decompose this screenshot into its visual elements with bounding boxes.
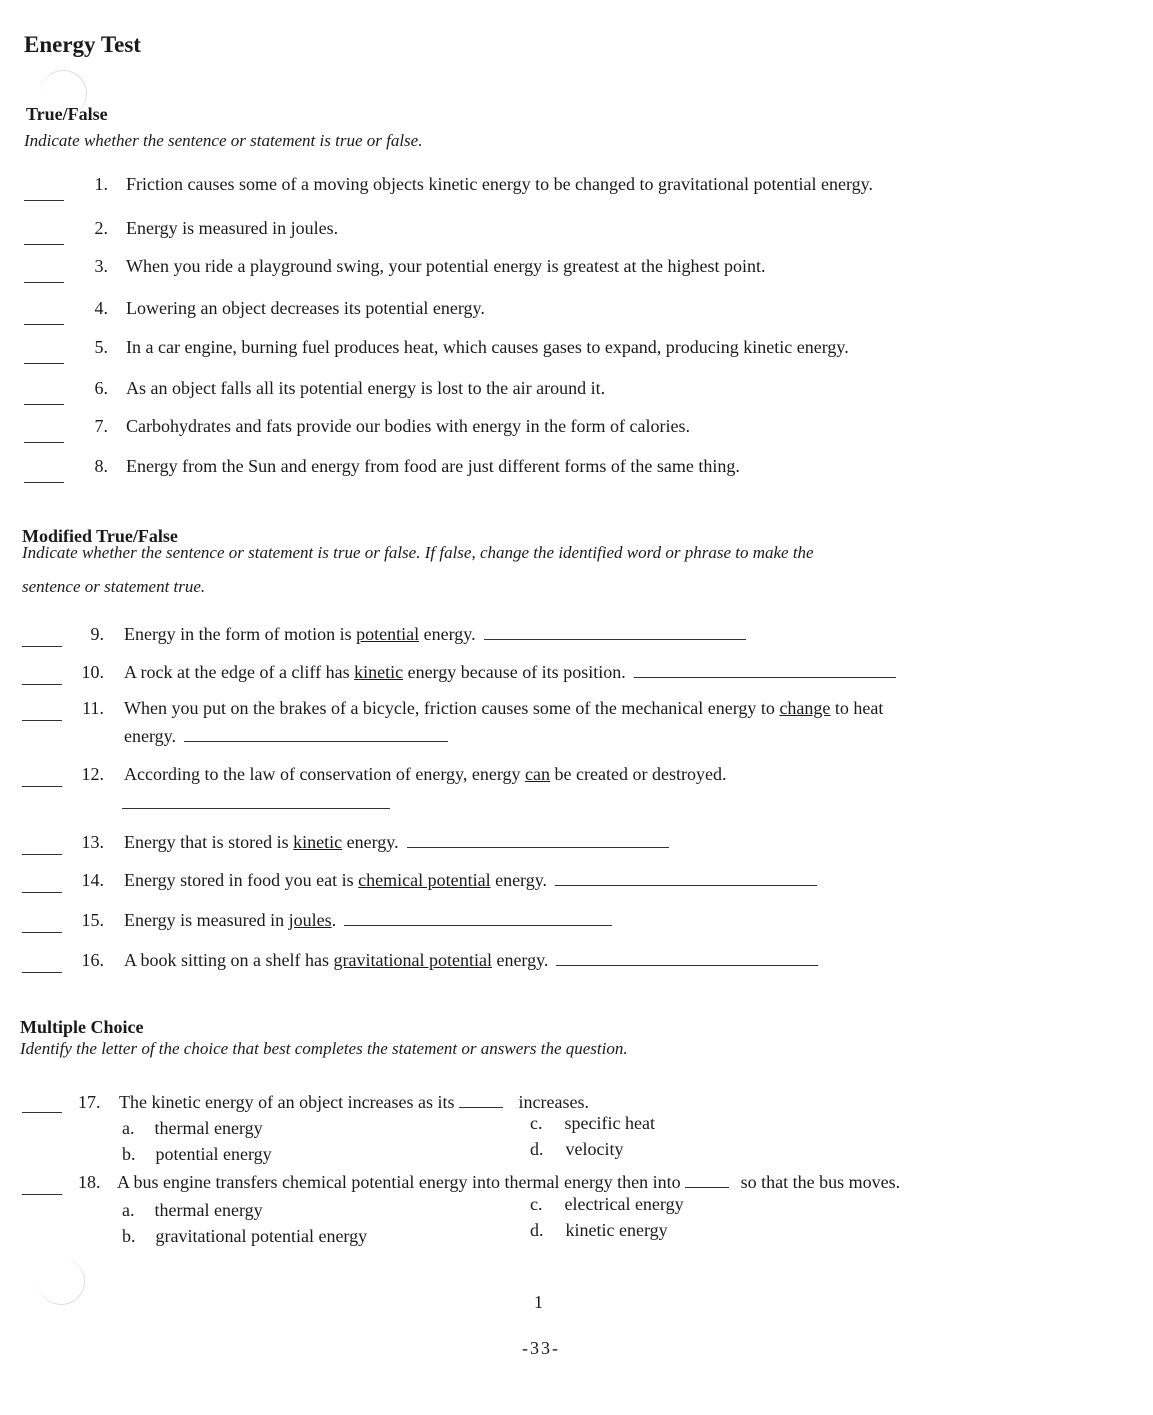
tf-instruction: Indicate whether the sentence or statement is true or false. (24, 131, 423, 150)
answer-blank-18[interactable] (22, 1194, 62, 1195)
answer-blank-7[interactable] (24, 442, 64, 443)
answer-blank-16[interactable] (22, 972, 62, 973)
question-text: A bus engine transfers chemical potential energy into thermal energy then into (117, 1172, 681, 1192)
mc-heading: Multiple Choice (20, 1017, 144, 1037)
tf-heading: True/False (26, 104, 108, 124)
question-number: 5. (94, 337, 108, 357)
page-label: -33- (522, 1338, 560, 1358)
option-18b: b. gravitational potential energy (122, 1226, 368, 1246)
answer-blank-6[interactable] (24, 404, 64, 405)
question-number: 15. (81, 910, 104, 930)
mtf-instruction-2: sentence or statement true. (22, 577, 206, 596)
answer-blank-11[interactable] (22, 720, 62, 721)
correction-line[interactable] (484, 639, 746, 640)
question-text: Lowering an object decreases its potential energy. (126, 298, 485, 318)
question-text: Energy in the form of motion is potential energy. (124, 624, 746, 645)
question-number: 6. (94, 378, 108, 398)
question-text: A book sitting on a shelf has gravitational potential energy. (124, 950, 818, 971)
answer-blank-12[interactable] (22, 786, 62, 787)
option-18c: c. electrical energy (530, 1194, 684, 1214)
question-number: 14. (81, 870, 104, 890)
question-number: 9. (90, 624, 104, 644)
question-text: Energy is measured in joules. (124, 910, 612, 931)
question-text: Energy from the Sun and energy from food are just different forms of the same thing. (126, 456, 740, 476)
question-number: 16. (81, 950, 104, 970)
answer-blank-14[interactable] (22, 892, 62, 893)
question-text: As an object falls all its potential energy is lost to the air around it. (126, 378, 606, 398)
option-17d: d. velocity (530, 1139, 624, 1159)
question-number: 13. (81, 832, 104, 852)
answer-blank-4[interactable] (24, 324, 64, 325)
page-title: Energy Test (24, 32, 141, 57)
question-text: Energy is measured in joules. (126, 218, 339, 238)
question-number: 4. (94, 298, 108, 318)
identified-phrase: chemical potential (358, 870, 491, 890)
identified-phrase: joules (288, 910, 332, 930)
correction-line[interactable] (344, 925, 612, 926)
correction-line[interactable] (634, 677, 896, 678)
answer-blank-15[interactable] (22, 932, 62, 933)
correction-line[interactable] (122, 808, 390, 809)
identified-phrase: gravitational potential (333, 950, 492, 970)
mtf-heading: Modified True/False (22, 526, 178, 546)
question-number: 10. (81, 662, 104, 682)
question-number: 3. (94, 256, 108, 276)
correction-line[interactable] (184, 741, 448, 742)
answer-blank-8[interactable] (24, 482, 64, 483)
question-number: 18. (78, 1172, 101, 1192)
question-text-end: increases. (518, 1092, 590, 1112)
question-text: Friction causes some of a moving objects kinetic energy to be changed to gravitational potential energy. (126, 174, 873, 194)
question-number: 1. (94, 174, 108, 194)
inline-blank (459, 1107, 503, 1108)
identified-phrase: potential (356, 624, 420, 644)
answer-blank-17[interactable] (22, 1112, 62, 1113)
question-number: 7. (94, 416, 108, 436)
question-text: Carbohydrates and fats provide our bodies with energy in the form of calories. (126, 416, 691, 436)
question-text: In a car engine, burning fuel produces heat, which causes gases to expand, producing kinetic energy. (126, 337, 849, 357)
mtf-instruction-1: Indicate whether the sentence or statement is true or false. If false, change the identified word or phrase to make the (22, 543, 814, 562)
question-text: Energy that is stored is kinetic energy. (124, 832, 669, 853)
question-number: 12. (81, 764, 104, 784)
answer-blank-1[interactable] (24, 200, 64, 201)
identified-phrase: can (525, 764, 551, 784)
question-number: 11. (82, 698, 104, 718)
answer-blank-9[interactable] (22, 646, 62, 647)
answer-blank-3[interactable] (24, 282, 64, 283)
question-text-continued: energy. (124, 726, 448, 747)
option-17a: a. thermal energy (122, 1118, 263, 1138)
question-text-end: so that the bus moves. (740, 1172, 901, 1192)
question-number: 8. (94, 456, 108, 476)
option-17c: c. specific heat (530, 1113, 655, 1133)
hole-punch-mark-bottom (38, 1258, 85, 1305)
answer-blank-13[interactable] (22, 854, 62, 855)
question-number: 17. (78, 1092, 101, 1112)
correction-line[interactable] (555, 885, 817, 886)
option-18d: d. kinetic energy (530, 1220, 668, 1240)
question-text: According to the law of conservation of energy, energy can be created or destroyed. (124, 764, 727, 784)
question-text: The kinetic energy of an object increases as its (119, 1092, 455, 1112)
identified-phrase: kinetic (354, 662, 404, 682)
question-text: A rock at the edge of a cliff has kinetic energy because of its position. (124, 662, 896, 683)
option-17b: b. potential energy (122, 1144, 272, 1164)
question-text: When you put on the brakes of a bicycle, friction causes some of the mechanical energy to change to heat (124, 698, 884, 718)
correction-line[interactable] (407, 847, 669, 848)
page-number: 1 (534, 1292, 543, 1312)
question-number: 2. (94, 218, 108, 238)
hole-punch-mark-top (40, 70, 87, 117)
question-text: When you ride a playground swing, your potential energy is greatest at the highest point. (126, 256, 766, 276)
answer-blank-5[interactable] (24, 363, 64, 364)
inline-blank (685, 1187, 729, 1188)
identified-phrase: change (779, 698, 831, 718)
correction-line[interactable] (556, 965, 818, 966)
option-18a: a. thermal energy (122, 1200, 263, 1220)
mc-question-17 (78, 1092, 589, 1113)
mc-instruction: Identify the letter of the choice that best completes the statement or answers the question. (20, 1039, 628, 1058)
answer-blank-10[interactable] (22, 684, 62, 685)
answer-blank-2[interactable] (24, 244, 64, 245)
question-text: Energy stored in food you eat is chemical potential energy. (124, 870, 817, 891)
mc-question-18 (78, 1172, 900, 1193)
identified-phrase: kinetic (293, 832, 343, 852)
